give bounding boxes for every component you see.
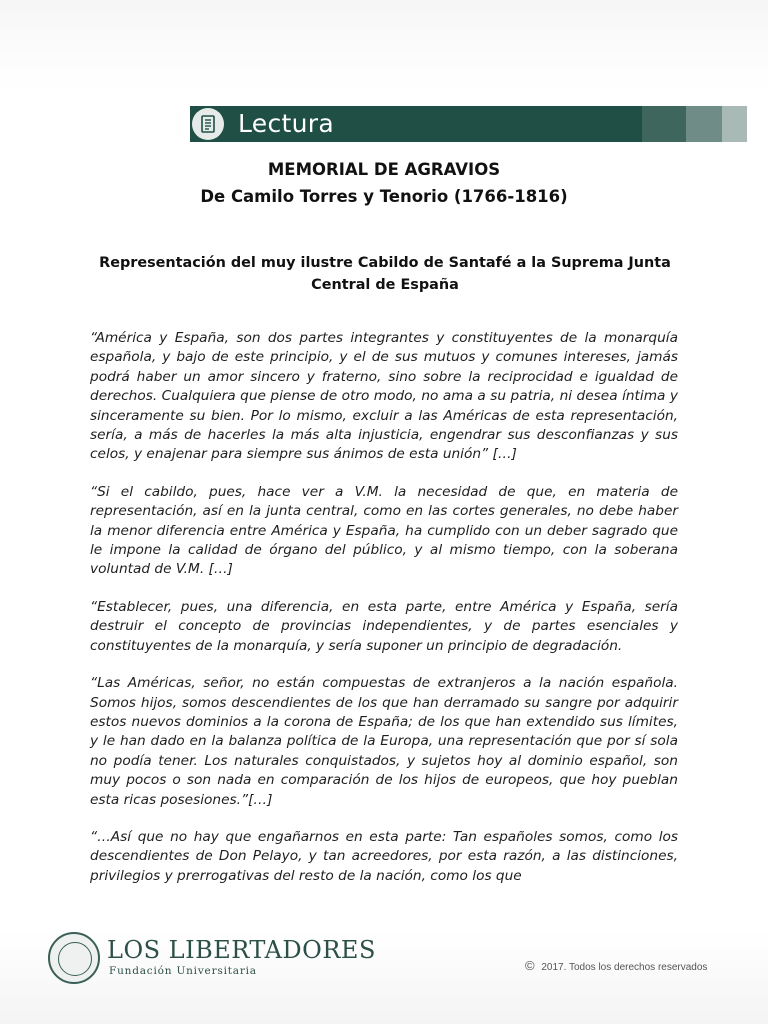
document-author: De Camilo Torres y Tenorio (1766-1816): [200, 187, 568, 206]
brand-subtitle: Fundación Universitaria: [109, 965, 257, 977]
copyright-icon: ©: [525, 958, 535, 973]
document-title: MEMORIAL DE AGRAVIOS: [267, 160, 501, 179]
document-body: [90, 329, 678, 904]
paragraph: “…Así que no hay que engañarnos en esta parte: Tan españoles somos, como los descendientes de Don Pelayo, y tan acreedores, por esta razón, a las distinciones, privilegios y prerrogativas del resto de la nación, como los que: [90, 828, 678, 884]
paragraph: “Si el cabildo, pues, hace ver a V.M. la necesidad de que, en materia de representación, así en la junta central, como en las cortes generales, no debe haber la menor diferencia entre América y España, ha cumplido con un deber sagrado que le impone la calidad de órgano del público, y al mismo tiempo, con la soberana voluntad de V.M. […]: [90, 483, 678, 578]
copyright-text: 2017. Todos los derechos reservados: [541, 962, 708, 973]
brand-name: LOS LIBERTADORES: [107, 936, 376, 964]
copyright-notice: [525, 958, 707, 973]
paragraph: “América y España, son dos partes integrantes y constituyentes de la monarquía española, y bajo de este principio, y el de sus mutuos y comunes intereses, jamás podrá haber un amor sincero y fraterno, sino sobre la reciprocidad e igualdad de derechos. Cualquiera que piense de otro modo, no ama a su patria, ni desea íntima y sinceramente su bien. Por lo mismo, excluir a las Américas de esta representación, sería, a más de hacerles la más alta injusticia, engendrar sus desconfianzas y sus celos, y enajenar para siempre sus ánimos de esta unión” […]: [90, 330, 678, 463]
document-subtitle: Representación del muy ilustre Cabildo de Santafé a la Suprema Junta Central de España: [99, 255, 671, 293]
seal-inner-ring: [58, 942, 92, 976]
banner-title: Lectura: [238, 109, 334, 138]
paragraph: “Establecer, pues, una diferencia, en esta parte, entre América y España, sería destruir el concepto de provincias independientes, y de partes esenciales y constituyentes de la monarquía, y sería suponer un principio de degradación.: [90, 598, 678, 654]
seal-icon: [48, 932, 100, 984]
paragraph: “Las Américas, señor, no están compuestas de extranjeros a la nación española. Somos hijos, somos descendientes de los que han derramado su sangre por adquirir estos nuevos dominios a la corona de España; de los que han extendido sus límites, y le han dado en la balanza política de la Europa, una representación que por sí sola no podía tener. Los naturales conquistados, y sujetos hoy al dominio español, son muy pocos o son nada en comparación de los hijos de europeos, que hoy pueblan esta ricas posesiones.”[…]: [90, 675, 678, 808]
